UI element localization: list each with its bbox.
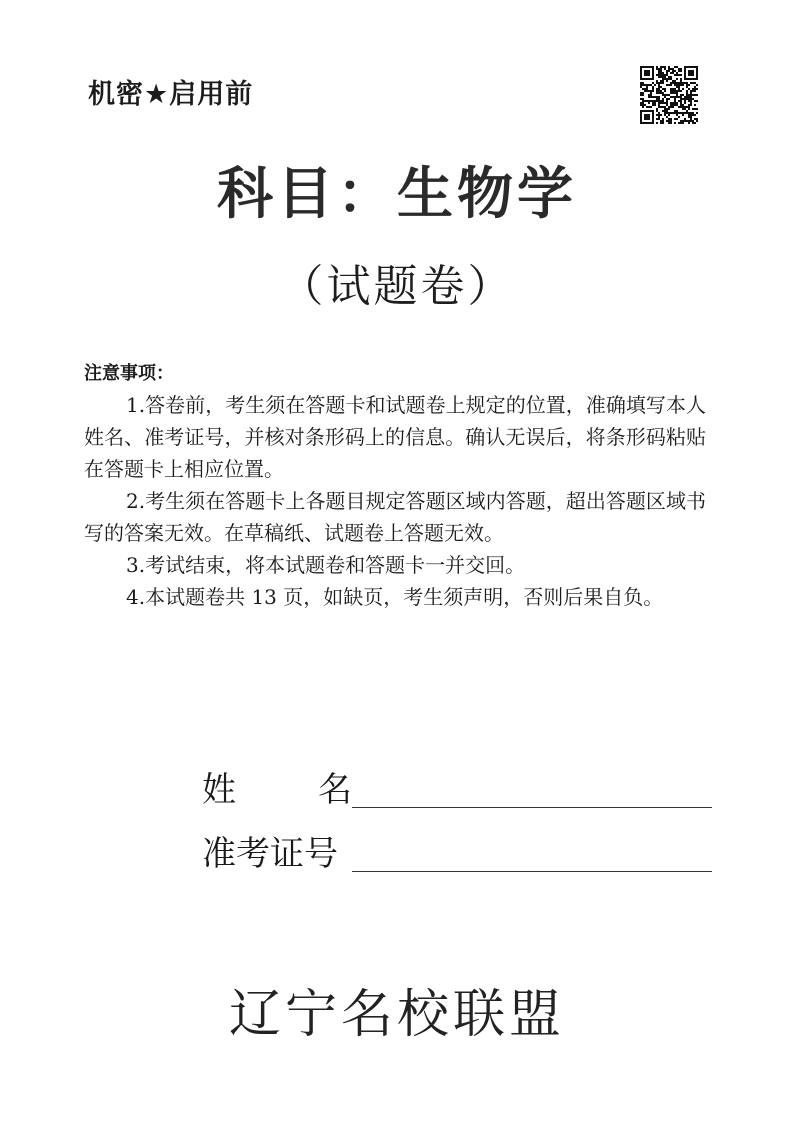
exam-id-field-line[interactable] bbox=[352, 837, 712, 872]
confidential-label: 机密★启用前 bbox=[88, 79, 254, 110]
notice-item: 1.答卷前，考生须在答题卡和试题卷上规定的位置，准确填写本人姓名、准考证号，并核对条形码上的信息。确认无误后，将条形码粘贴在答题卡上相应位置。 bbox=[84, 393, 706, 481]
name-field-label bbox=[202, 768, 352, 812]
name-label-char-2: 名 bbox=[318, 770, 352, 810]
notice-item: 2.考生须在答题卡上各题目规定答题区域内答题，超出答题区域书写的答案无效。在草稿纸、试题卷上答题无效。 bbox=[84, 489, 706, 545]
exam-id-field-label: 准考证号 bbox=[202, 834, 338, 874]
qr-code-icon bbox=[640, 66, 698, 124]
notice-heading: 注意事项： bbox=[84, 363, 174, 384]
paper-type-subtitle: （试题卷） bbox=[279, 261, 515, 312]
exam-id-field-row bbox=[202, 812, 712, 876]
notice-list bbox=[84, 389, 706, 613]
notice-item: 3.考试结束，将本试题卷和答题卡一并交回。 bbox=[126, 553, 526, 577]
candidate-info-fields bbox=[202, 748, 712, 876]
name-field-line[interactable] bbox=[352, 773, 712, 808]
name-label-char-1: 姓 bbox=[202, 770, 236, 810]
subject-title: 科目：生物学 bbox=[217, 162, 577, 227]
notice-item: 4.本试题卷共 13 页，如缺页，考生须声明，否则后果自负。 bbox=[126, 585, 664, 609]
organization-name: 辽宁名校联盟 bbox=[228, 985, 565, 1045]
name-field-row bbox=[202, 748, 712, 812]
